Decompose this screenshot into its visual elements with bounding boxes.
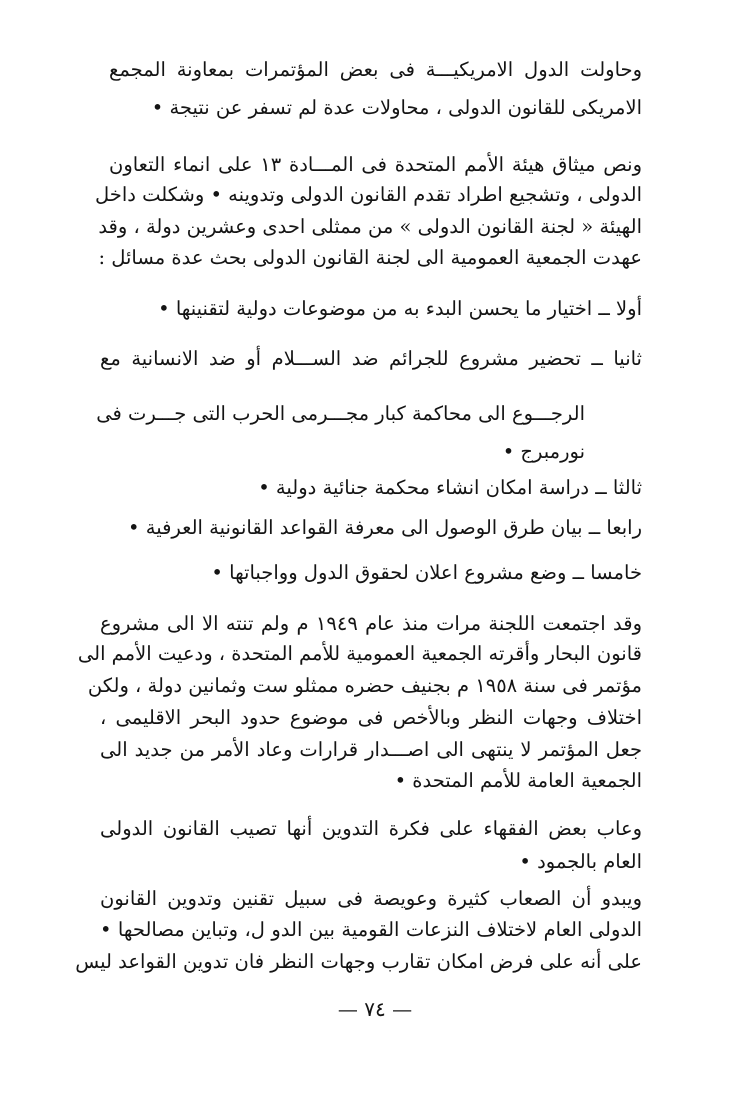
text-line: الدولى ، وتشجيع اطراد تقدم القانون الدولى وتدوينه • وشكلت داخل bbox=[95, 183, 642, 206]
text-line: ويبدو أن الصعاب كثيرة وعويصة فى سبيل تقنين وتدوين القانون bbox=[100, 887, 642, 910]
list-item: خامسا ــ وضع مشروع اعلان لحقوق الدول وواجباتها • bbox=[211, 561, 642, 584]
text-line: الجمعية العامة للأمم المتحدة • bbox=[394, 769, 642, 792]
text-line: مؤتمر فى سنة ١٩٥٨ م بجنيف حضره ممثلو ست وثمانين دولة ، ولكن bbox=[87, 674, 642, 697]
text-line: جعل المؤتمر لا ينتهى الى اصـــدار قرارات وعاد الأمر من جديد الى bbox=[100, 738, 642, 761]
text-line: اختلاف وجهات النظر وبالأخص فى موضوع حدود البحر الاقليمى ، bbox=[100, 706, 642, 729]
text-line: عهدت الجمعية العمومية الى لجنة القانون الدولى بحث عدة مسائل : bbox=[98, 246, 642, 269]
list-item-continuation: نورمبرج • bbox=[502, 440, 585, 463]
list-item: ثانيا ــ تحضير مشروع للجرائم ضد الســـلام أو ضد الانسانية مع bbox=[100, 347, 642, 370]
text-line: وعاب بعض الفقهاء على فكرة التدوين أنها تصيب القانون الدولى bbox=[100, 817, 642, 840]
text-line: الامريكى للقانون الدولى ، محاولات عدة لم تسفر عن نتيجة • bbox=[151, 96, 642, 119]
list-item: ثالثا ــ دراسة امكان انشاء محكمة جنائية دولية • bbox=[258, 476, 642, 499]
page-number: — ٧٤ — bbox=[337, 997, 413, 1021]
text-line: على أنه على فرض امكان تقارب وجهات النظر فان تدوين القواعد ليس bbox=[75, 950, 642, 973]
text-line: العام بالجمود • bbox=[519, 850, 642, 873]
list-item: رابعا ــ بيان طرق الوصول الى معرفة القواعد القانونية العرفية • bbox=[128, 516, 642, 539]
text-line: وحاولت الدول الامريكيـــة فى بعض المؤتمرات بمعاونة المجمع bbox=[109, 58, 642, 81]
text-line: ونص ميثاق هيئة الأمم المتحدة فى المـــادة ١٣ على انماء التعاون bbox=[109, 153, 642, 176]
text-line: الهيئة « لجنة القانون الدولى » من ممثلى احدى وعشرين دولة ، وقد bbox=[98, 215, 642, 238]
list-item: أولا ــ اختيار ما يحسن البدء به من موضوعات دولية لتقنينها • bbox=[158, 297, 642, 320]
text-line: الدولى العام لاختلاف النزعات القومية بين الدو ل، وتباين مصالحها • bbox=[100, 918, 642, 941]
text-line: وقد اجتمعت اللجنة مرات منذ عام ١٩٤٩ م ولم تنته الا الى مشروع bbox=[100, 612, 642, 635]
text-line: قانون البحار وأقرته الجمعية العمومية للأمم المتحدة ، ودعيت الأمم الى bbox=[77, 642, 642, 665]
list-item-continuation: الرجـــوع الى محاكمة كبار مجـــرمى الحرب التى جـــرت فى bbox=[96, 402, 585, 425]
